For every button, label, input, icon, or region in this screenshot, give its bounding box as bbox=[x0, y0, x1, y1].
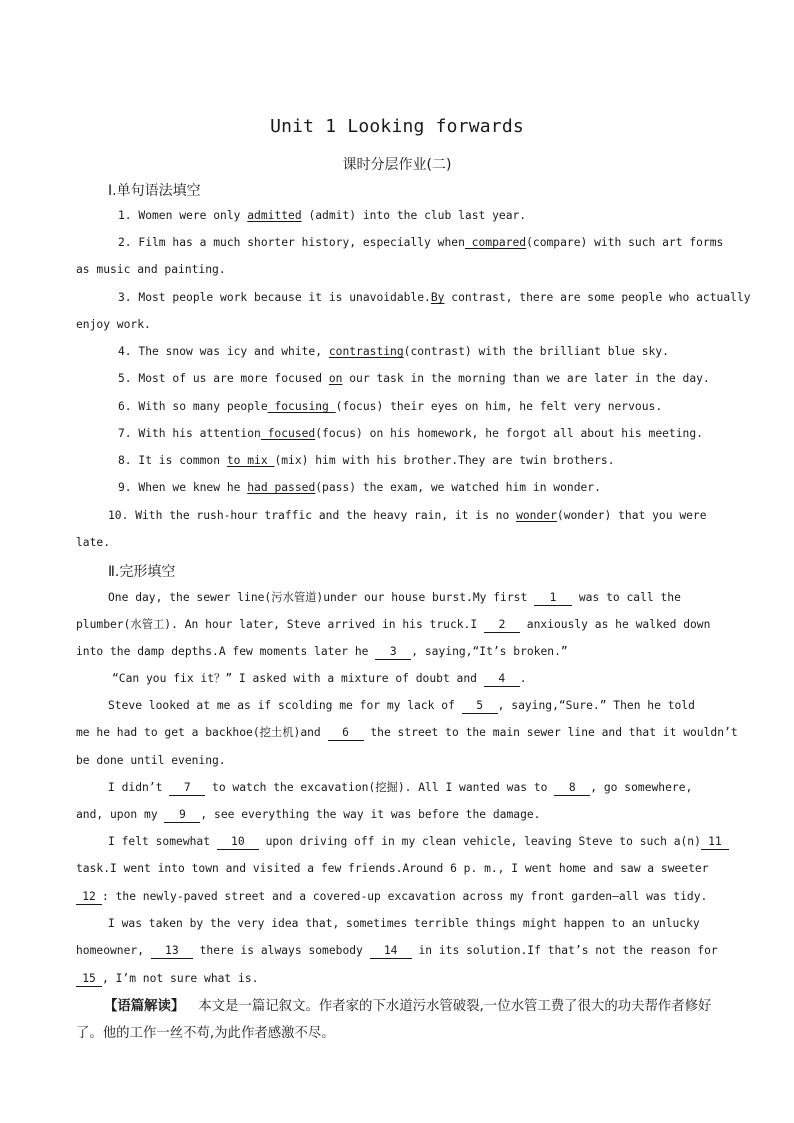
passage-line: into the damp depths.A few moments later he 3 , saying,“It’s broken.” bbox=[76, 645, 568, 658]
answer-3: By bbox=[430, 291, 445, 304]
question-1: 1. Women were only admitted (admit) into the club last year. bbox=[118, 209, 527, 222]
passage-line: I was taken by the very idea that, sometimes terrible things might happen to an unlucky bbox=[108, 917, 700, 930]
question-2: 2. Film has a much shorter history, especially when compared(compare) with such art forms bbox=[118, 236, 724, 249]
question-7: 7. With his attention focused(focus) on his homework, he forgot all about his meeting. bbox=[118, 427, 703, 440]
blank-5: 5 bbox=[462, 699, 498, 714]
blank-1: 1 bbox=[534, 591, 572, 606]
blank-12: 12 bbox=[76, 890, 102, 905]
answer-7: focused bbox=[260, 427, 316, 440]
passage-line: “Can you fix it？” I asked with a mixture of doubt and 4 . bbox=[112, 672, 527, 685]
answer-8: to mix bbox=[226, 454, 275, 467]
answer-2: compared bbox=[464, 236, 527, 249]
question-5: 5. Most of us are more focused on our task in the morning than we are later in the day. bbox=[118, 372, 710, 385]
blank-6: 6 bbox=[328, 726, 364, 741]
answer-1: admitted bbox=[247, 209, 302, 222]
section-1-heading: Ⅰ.单句语法填空 bbox=[108, 183, 201, 199]
passage-note bbox=[76, 993, 726, 1047]
blank-3: 3 bbox=[375, 645, 411, 660]
blank-4: 4 bbox=[484, 672, 520, 687]
note-text: 本文是一篇记叙文。作者家的下水道污水管破裂,一位水管工费了很大的功夫帮作者修好了。他的工作一丝不苟,为此作者感激不尽。 bbox=[76, 999, 712, 1041]
passage-line: task.I went into town and visited a few friends.Around 6 p. m., I went home and saw a sweeter bbox=[76, 862, 709, 875]
note-label: 【语篇解读】 bbox=[104, 999, 185, 1014]
question-3-continued: enjoy work. bbox=[76, 318, 151, 331]
blank-11: 11 bbox=[701, 835, 729, 850]
answer-5: on bbox=[328, 372, 343, 385]
passage-line: One day, the sewer line(污水管道)under our house burst.My first 1 was to call the bbox=[108, 591, 681, 604]
question-10-continued: late. bbox=[76, 536, 111, 549]
blank-13: 13 bbox=[151, 944, 193, 959]
blank-15: 15 bbox=[76, 972, 102, 987]
blank-2: 2 bbox=[484, 618, 520, 633]
passage-line: homeowner, 13 there is always somebody 14 in its solution.If that’s not the reason for bbox=[76, 944, 718, 957]
blank-10: 10 bbox=[217, 835, 259, 850]
passage-line: 15 , I’m not sure what is. bbox=[76, 971, 258, 987]
blank-8: 8 bbox=[554, 781, 590, 796]
answer-10: wonder bbox=[516, 509, 557, 522]
question-2-continued: as music and painting. bbox=[76, 263, 226, 276]
blank-9: 9 bbox=[164, 808, 200, 823]
passage-line: I felt somewhat 10 upon driving off in my clean vehicle, leaving Steve to such a(n) 11 bbox=[108, 834, 729, 850]
question-8: 8. It is common to mix (mix) him with his brother.They are twin brothers. bbox=[118, 454, 615, 467]
blank-7: 7 bbox=[169, 781, 205, 796]
passage-line: be done until evening. bbox=[76, 754, 226, 767]
passage-line: and, upon my 9 , see everything the way it was before the damage. bbox=[76, 808, 541, 821]
passage-line: I didn’t 7 to watch the excavation(挖掘). All I wanted was to 8 , go somewhere, bbox=[108, 781, 693, 794]
answer-6: focusing bbox=[267, 400, 336, 413]
passage-line: 12 : the newly-paved street and a covered-up excavation across my front garden—all was tidy. bbox=[76, 889, 707, 905]
section-2-heading: Ⅱ.完形填空 bbox=[108, 564, 176, 580]
question-6: 6. With so many people focusing (focus) their eyes on him, he felt very nervous. bbox=[118, 400, 663, 413]
question-3: 3. Most people work because it is unavoidable.By contrast, there are some people who actually bbox=[118, 291, 751, 304]
question-9: 9. When we knew he had passed(pass) the exam, we watched him in wonder. bbox=[118, 481, 601, 494]
question-10: 10. With the rush-hour traffic and the heavy rain, it is no wonder(wonder) that you were bbox=[108, 509, 707, 522]
question-4: 4. The snow was icy and white, contrasting(contrast) with the brilliant blue sky. bbox=[118, 345, 669, 358]
page-subtitle: 课时分层作业(二) bbox=[342, 157, 452, 173]
answer-9: had passed bbox=[247, 481, 316, 494]
blank-14: 14 bbox=[370, 944, 412, 959]
page-title: Unit 1 Looking forwards bbox=[270, 116, 524, 137]
passage-line: me he had to get a backhoe(挖土机)and 6 the street to the main sewer line and that it wouldn’t bbox=[76, 726, 738, 739]
passage-line: Steve looked at me as if scolding me for my lack of 5 , saying,“Sure.” Then he told bbox=[108, 699, 695, 712]
passage-line: plumber(水管工). An hour later, Steve arrived in his truck.I 2 anxiously as he walked down bbox=[76, 618, 711, 631]
answer-4: contrasting bbox=[328, 345, 404, 358]
